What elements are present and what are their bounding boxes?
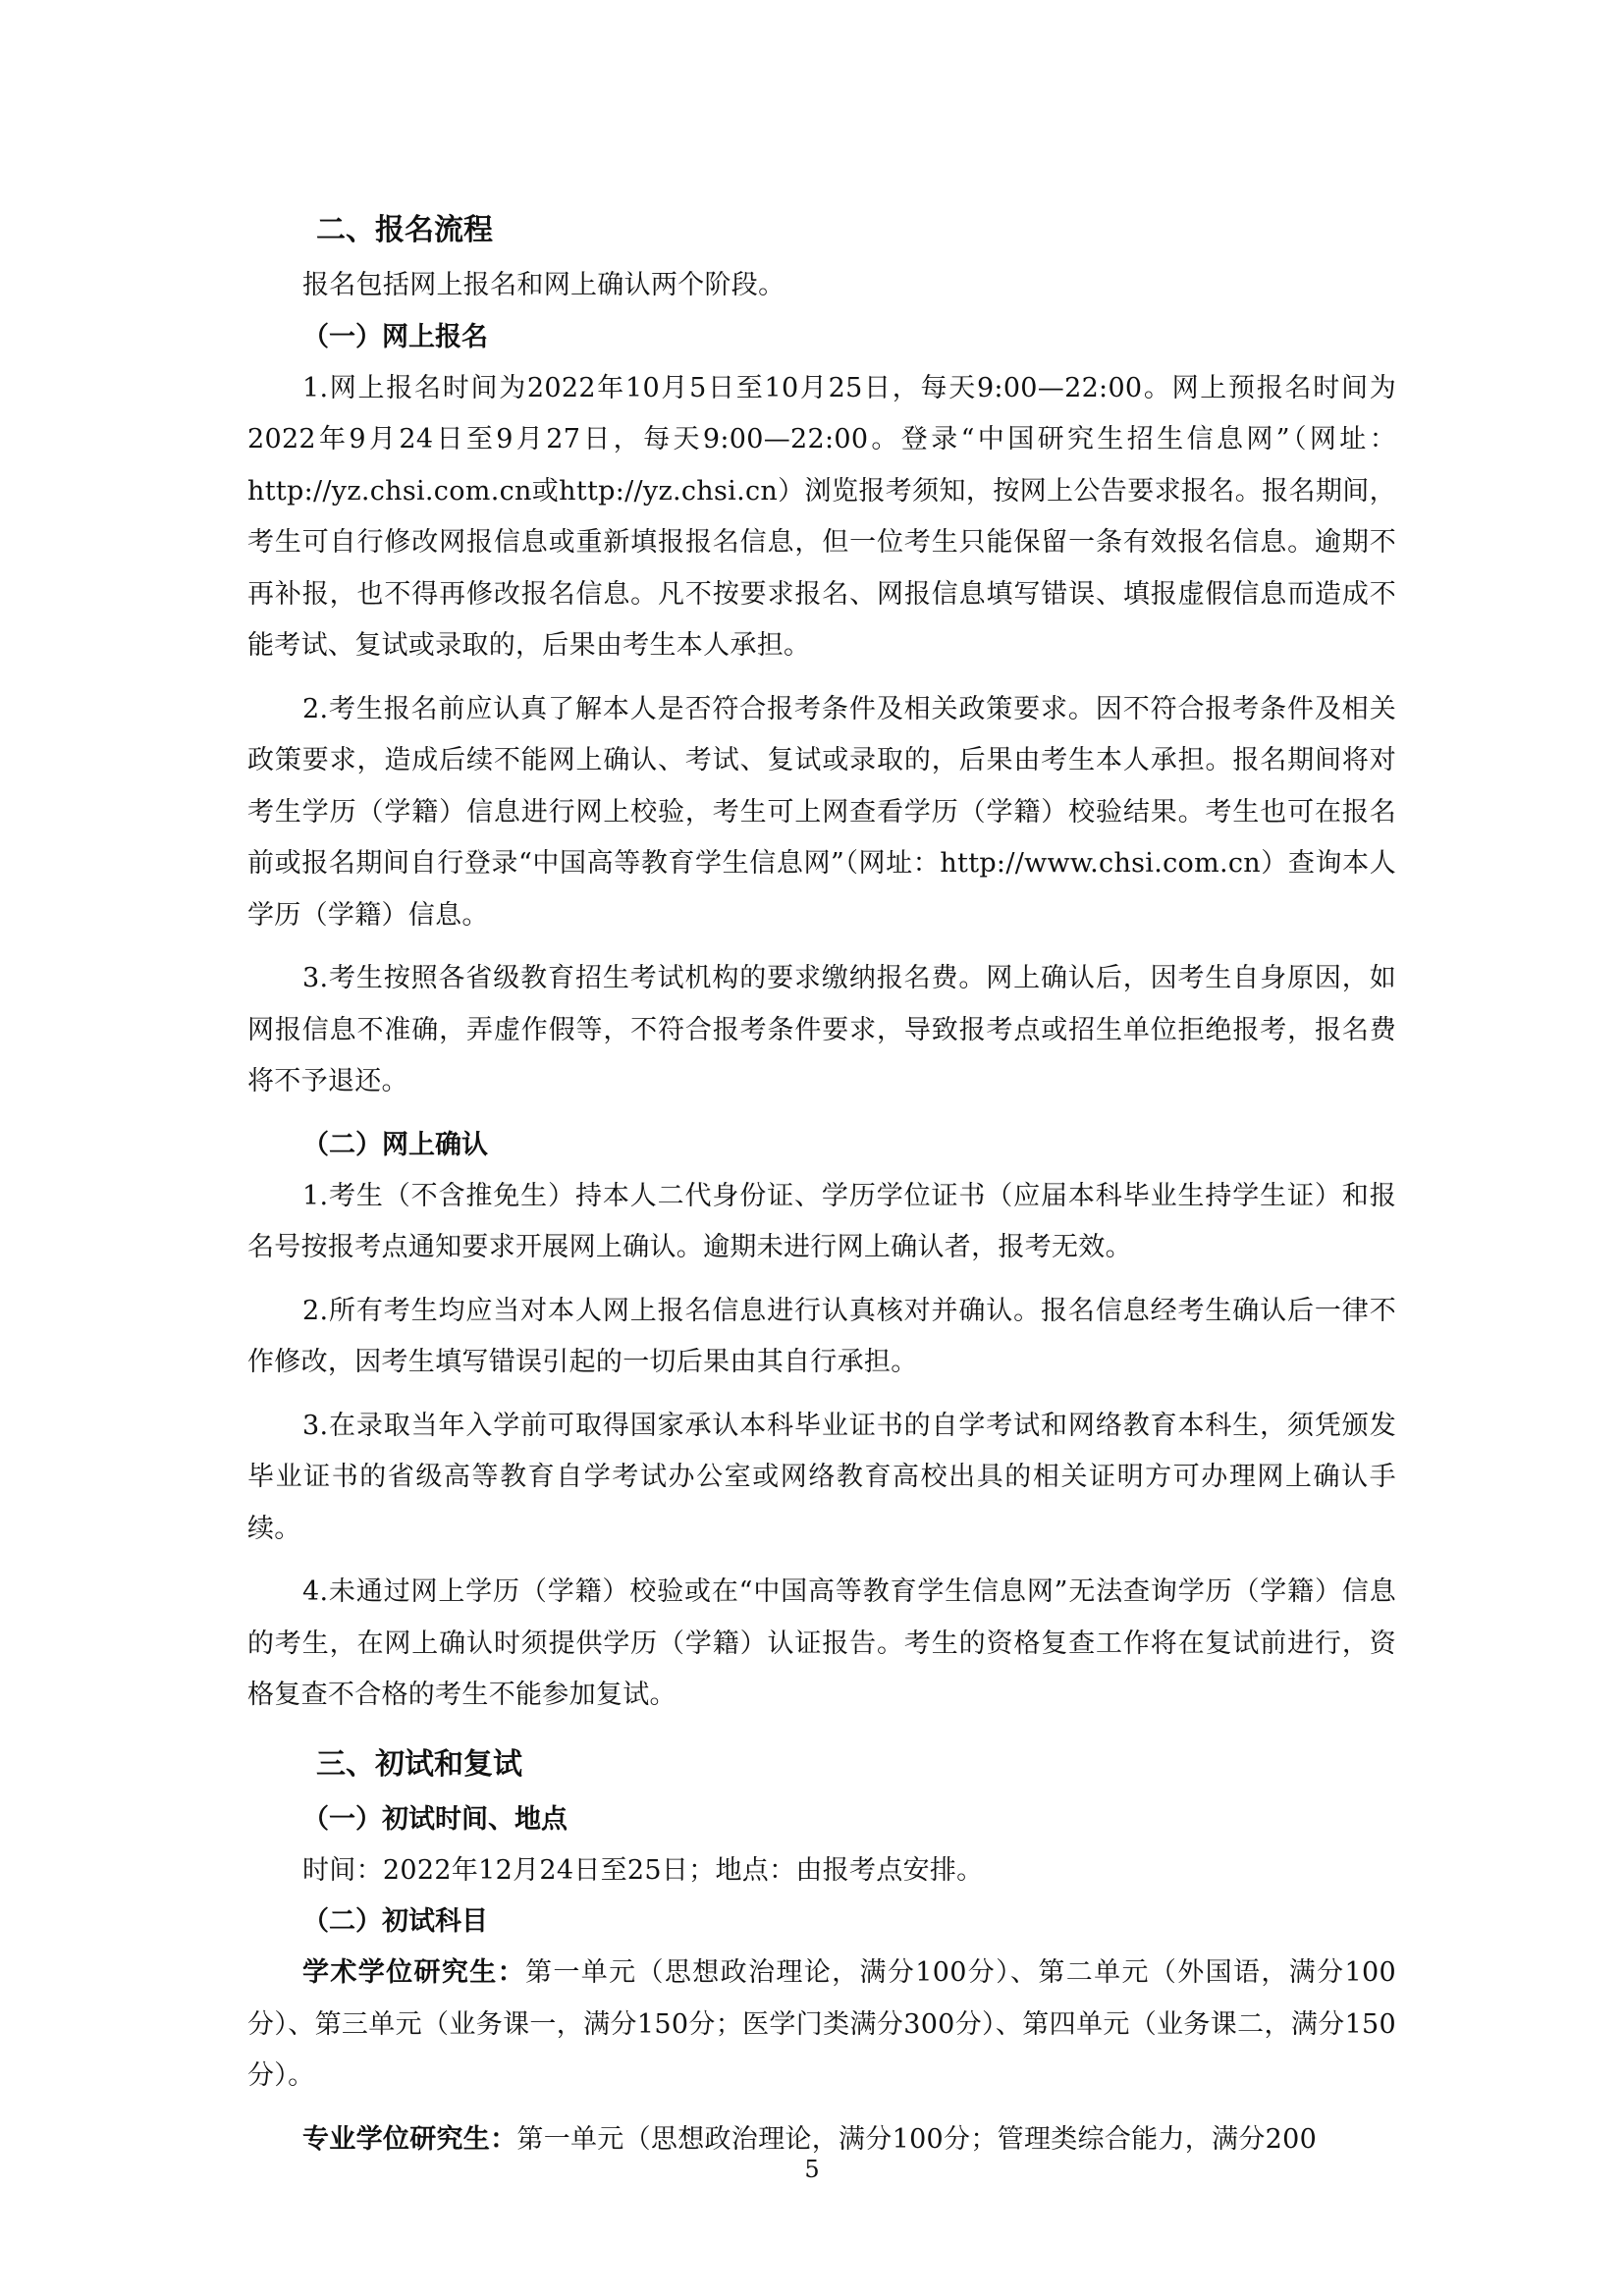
section-heading-registration-process: 二、报名流程 <box>316 213 493 247</box>
professional-degree-text: 第一单元（思想政治理论，满分100分；管理类综合能力，满分200 <box>516 2123 1318 2155</box>
paragraph-online-registration-3: 3.考生按照各省级教育招生考试机构的要求缴纳报名费。网上确认后，因考生自身原因，如网报信息不准确，弄虚作假等，不符合报考条件要求，导致报考点或招生单位拒绝报考，报名费将不予退还。 <box>247 963 1396 1096</box>
paragraph-online-confirmation-3: 3.在录取当年入学前可取得国家承认本科毕业证书的自学考试和网络教育本科生，须凭颁发毕业证书的省级高等教育自学考试办公室或网络教育高校出具的相关证明方可办理网上确认手续。 <box>247 1410 1396 1544</box>
paragraph-online-registration-1: 1.网上报名时间为2022年10月5日至10月25日，每天9:00—22:00。网上预报名时间为2022年9月24日至9月27日，每天9:00—22:00。登录“中国研究生招生信息网”（网址：http://yz.chsi.com.cn或http://yz.chsi.cn）浏览报考须知，按网上公告要求报名。报名期间，考生可自行修改网报信息或重新填报报名信息，但一位考生只能保留一条有效报名信息。逾期不再补报，也不得再修改报名信息。凡不按要求报名、网报信息填写错误、填报虚假信息而造成不能考试、复试或录取的，后果由考生本人承担。 <box>247 372 1396 661</box>
paragraph-online-confirmation-1: 1.考生（不含推免生）持本人二代身份证、学历学位证书（应届本科毕业生持学生证）和报名号按报考点通知要求开展网上确认。逾期未进行网上确认者，报考无效。 <box>247 1180 1396 1262</box>
section-heading-exams: 三、初试和复试 <box>316 1746 522 1782</box>
page-number: 5 <box>804 2156 820 2183</box>
subsection-heading-exam-subjects: （二）初试科目 <box>302 1906 488 1937</box>
paragraph-online-registration-2: 2.考生报名前应认真了解本人是否符合报考条件及相关政策要求。因不符合报考条件及相关政策要求，造成后续不能网上确认、考试、复试或录取的，后果由考生本人承担。报名期间将对考生学历（学籍）信息进行网上校验，考生可上网查看学历（学籍）校验结果。考生也可在报名前或报名期间自行登录“中国高等教育学生信息网”（网址：http://www.chsi.com.cn）查询本人学历（学籍）信息。 <box>247 693 1396 931</box>
academic-degree-text: 第一单元（思想政治理论，满分100分）、第二单元（外国语，满分100分）、第三单元（业务课一，满分150分；医学门类满分300分）、第四单元（业务课二，满分150分）。 <box>247 1957 1396 2091</box>
professional-degree-label: 专业学位研究生： <box>302 2123 517 2155</box>
paragraph-online-confirmation-4: 4.未通过网上学历（学籍）校验或在“中国高等教育学生信息网”无法查询学历（学籍）信息的考生，在网上确认时须提供学历（学籍）认证报告。考生的资格复查工作将在复试前进行，资格复查不合格的考生不能参加复试。 <box>247 1576 1396 1710</box>
section-intro: 报名包括网上报名和网上确认两个阶段。 <box>302 270 785 300</box>
subsection-heading-online-confirmation: （二）网上确认 <box>302 1129 488 1160</box>
paragraph-exam-time-place: 时间：2022年12月24日至25日；地点：由报考点安排。 <box>302 1854 984 1886</box>
subsection-heading-exam-time-place: （一）初试时间、地点 <box>302 1803 568 1835</box>
document-page <box>247 201 1396 2165</box>
paragraph-academic-subjects <box>247 1948 1396 2103</box>
subsection-heading-online-registration: （一）网上报名 <box>302 321 488 352</box>
paragraph-online-confirmation-2: 2.所有考生均应当对本人网上报名信息进行认真核对并确认。报名信息经考生确认后一律不作修改，因考生填写错误引起的一切后果由其自行承担。 <box>247 1295 1396 1377</box>
academic-degree-label: 学术学位研究生： <box>302 1957 526 1988</box>
